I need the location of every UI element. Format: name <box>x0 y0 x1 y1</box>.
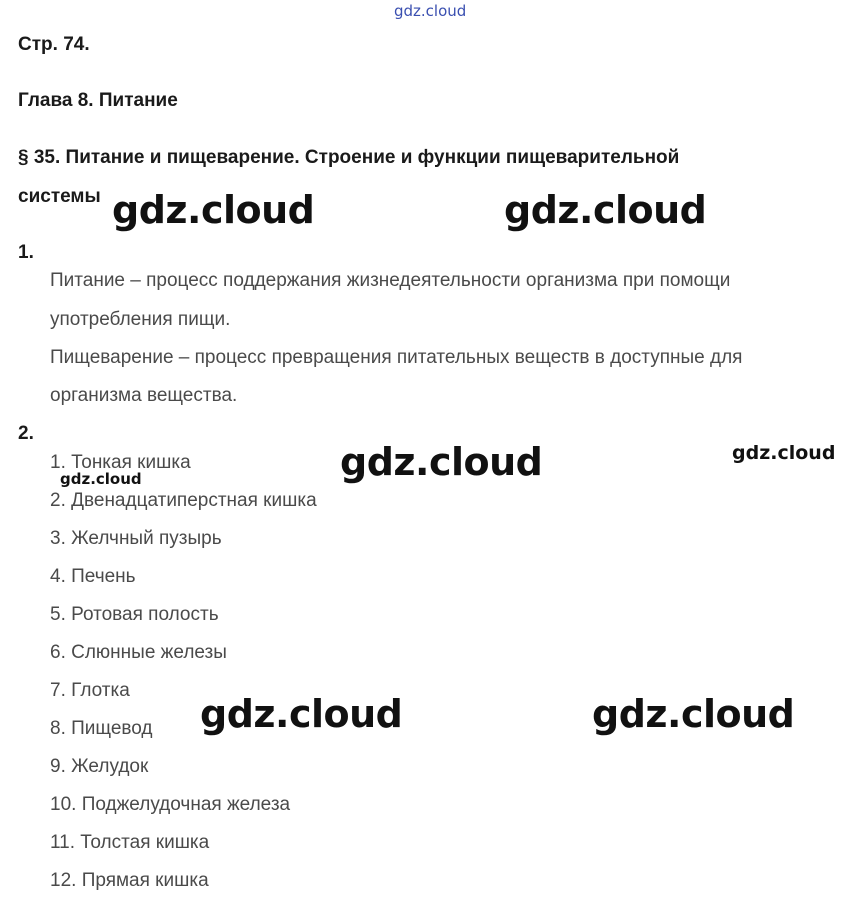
answer-1-line: Пищеварение – процесс превращения питательных веществ в доступные для <box>50 347 743 368</box>
list-item: 7. Глотка <box>50 680 130 701</box>
watermark: gdz.cloud <box>60 470 142 488</box>
list-item: 6. Слюнные железы <box>50 642 227 663</box>
list-item: 1. Тонкая кишка <box>50 452 191 473</box>
list-item: 4. Печень <box>50 566 136 587</box>
chapter-title: Глава 8. Питание <box>18 90 178 111</box>
list-item: 8. Пищевод <box>50 718 153 739</box>
list-item: 11. Толстая кишка <box>50 832 210 853</box>
watermark: gdz.cloud <box>592 692 795 736</box>
answer-1-line: организма вещества. <box>50 385 238 406</box>
question-1-number: 1. <box>18 242 34 263</box>
watermark: gdz.cloud <box>340 440 543 484</box>
watermark: gdz.cloud <box>200 692 403 736</box>
answer-1-line: употребления пищи. <box>50 309 231 330</box>
watermark: gdz.cloud <box>112 188 315 232</box>
section-title-line-1: § 35. Питание и пищеварение. Строение и функции пищеварительной <box>18 147 680 168</box>
list-item: 9. Желудок <box>50 756 149 777</box>
answer-1-line: Питание – процесс поддержания жизнедеятельности организма при помощи <box>50 270 731 291</box>
watermark: gdz.cloud <box>732 442 836 464</box>
watermark: gdz.cloud <box>504 188 707 232</box>
question-2-number: 2. <box>18 423 34 444</box>
list-item: 3. Желчный пузырь <box>50 528 222 549</box>
section-title-line-2: системы <box>18 186 101 207</box>
list-item: 12. Прямая кишка <box>50 870 209 891</box>
page-reference: Стр. 74. <box>18 34 90 55</box>
watermark-top: gdz.cloud <box>394 2 467 20</box>
list-item: 10. Поджелудочная железа <box>50 794 291 815</box>
list-item: 2. Двенадцатиперстная кишка <box>50 490 317 511</box>
list-item: 5. Ротовая полость <box>50 604 219 625</box>
